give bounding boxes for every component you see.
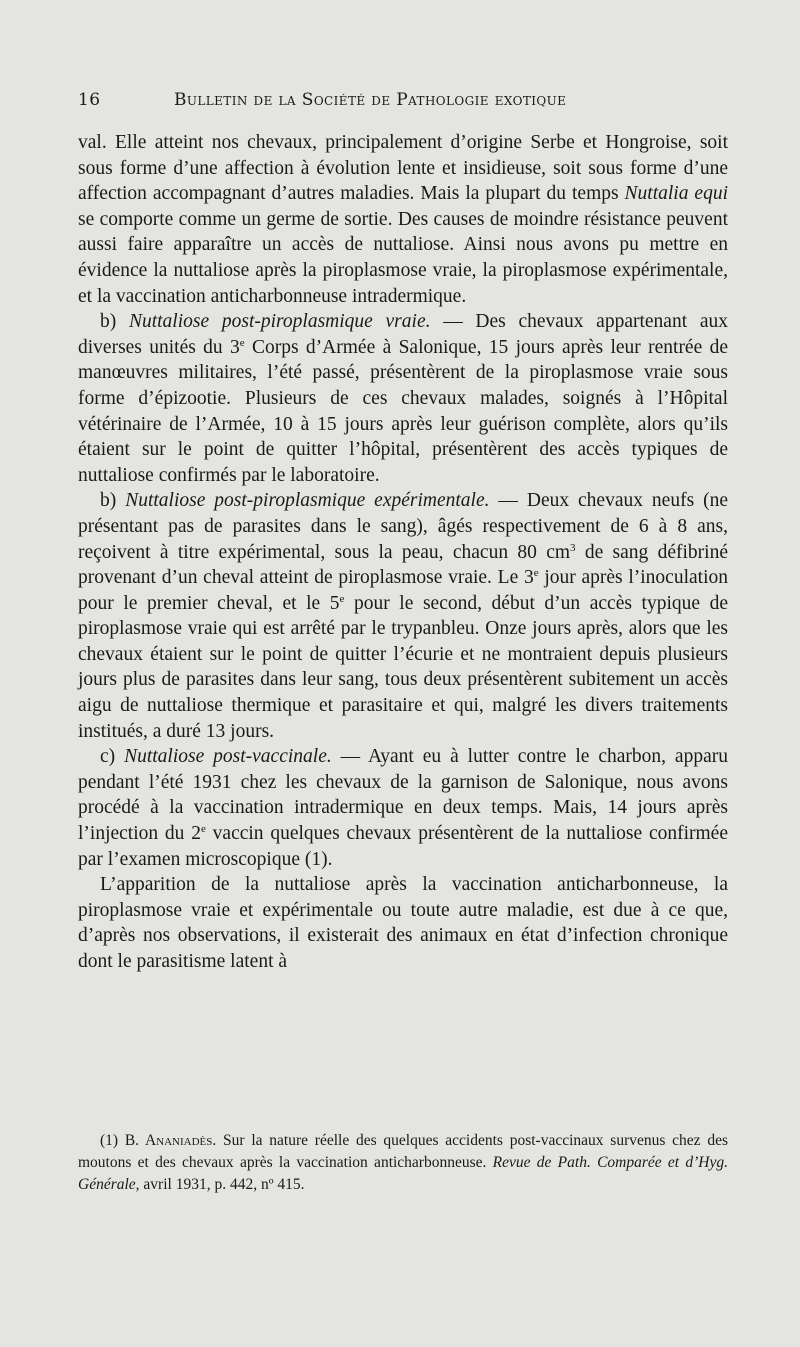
superscript: e [339, 592, 345, 605]
text-span: pour le second, début d’un accès typique de piroplasmose vraie qui est arrêté par le trypanbleu. Onze jours après, alors que les chevaux étaient sur le point de quitter l’écurie et ne montraient depuis plusieurs jours plus de parasites dans leur sang, tous deux présentèrent subitement un accès aigu de nuttaliose thermique et parasitaire et qui, malgré les divers traitements institués, a duré 13 jours. [78, 592, 728, 742]
section-label: c) [100, 746, 125, 768]
paragraph-3 [78, 488, 728, 744]
section-title: Nuttaliose post-vaccinale. [124, 746, 332, 768]
text-span: — Deux chevaux neufs (ne présentant pas de parasites dans le sang), âgés respectivement de 6 à 8 ans, reçoivent à titre expérimental, sous la peau, chacun 80 cm [78, 490, 728, 563]
page-number: 16 [78, 90, 101, 110]
text-span: se comporte comme un germe de sortie. Des causes de moindre résistance peuvent aussi faire apparaître un accès de nuttaliose. Ainsi nous avons pu mettre en évidence la nuttaliose après la piroplasmose vraie, la piroplasmose expérimentale, et la vaccination anticharbonneuse intradermique. [78, 208, 728, 307]
paragraph-1 [78, 130, 728, 309]
text-span: Sur la nature réelle des quelques accidents post-vaccinaux survenus chez des moutons et des chevaux après la vaccination anticharbonneuse. [78, 1132, 728, 1171]
page-header [78, 90, 728, 114]
section-title: Nuttaliose post-piroplasmique expérimentale. [125, 490, 490, 512]
section-label: b) [100, 311, 129, 333]
text-span: — Des chevaux appartenant aux diverses unités du 3 [78, 311, 728, 358]
text-span: Corps d’Armée à Salonique, 15 jours après leur rentrée de manœuvres militaires, l’été passé, présentèrent de la piroplasmose vraie sous forme d’épizootie. Plusieurs de ces chevaux malades, soignés à l’Hôpital vétérinaire de l’Armée, 10 à 15 jours après leur guérison complète, alors qu’ils étaient sur le point de quitter l’hôpital, présentèrent des accès typiques de nuttaliose confirmés par le laboratoire. [78, 336, 728, 486]
footnote-author: B. Ananiadès. [124, 1132, 217, 1149]
text-span: vaccin quelques chevaux présentèrent de la nuttaliose confirmée par l’examen microscopique (1). [78, 823, 728, 870]
paragraph-2 [78, 309, 728, 488]
superscript: e [200, 823, 206, 836]
running-title: Bulletin de la Société de Pathologie exotique [174, 90, 567, 110]
footnote [78, 1130, 728, 1196]
footnote-journal: Revue de Path. Comparée et d’Hyg. Générale, [78, 1154, 728, 1193]
section-label: b) [100, 490, 126, 512]
text-span: jour après l’inoculation pour le premier cheval, et le 5 [78, 567, 728, 614]
species-name: Nuttalia equi [624, 183, 729, 205]
text-span: val. Elle atteint nos chevaux, principalement d’origine Serbe et Hongroise, soit sous forme d’une affection à évolution lente et insidieuse, soit sous forme d’une affection accompagnant d’autres maladies. Mais la plupart du temps [78, 132, 728, 205]
text-span: de sang défibriné provenant d’un cheval atteint de piroplasmose vraie. Le 3 [78, 541, 728, 589]
superscript: 3 [570, 541, 576, 554]
superscript: e [533, 567, 539, 580]
text-span: avril 1931, p. 442, nº 415. [139, 1176, 305, 1193]
section-title: Nuttaliose post-piroplasmique vraie. [128, 311, 431, 333]
paragraph-4 [78, 744, 728, 872]
body-text [78, 130, 728, 975]
text-span: — Ayant eu à lutter contre le charbon, apparu pendant l’été 1931 chez les chevaux de la garnison de Salonique, nous avons procédé à la vaccination intradermique en deux temps. Mais, 14 jours après l’injection du 2 [78, 746, 728, 845]
footnote-number: (1) [100, 1132, 125, 1149]
paragraph-5: L’apparition de la nuttaliose après la vaccination anticharbonneuse, la piroplasmose vraie et expérimentale ou toute autre maladie, est due à ce que, d’après nos observations, il existerait des animaux en état d’infection chronique dont le parasitisme latent à [78, 874, 728, 972]
superscript: e [239, 336, 245, 349]
